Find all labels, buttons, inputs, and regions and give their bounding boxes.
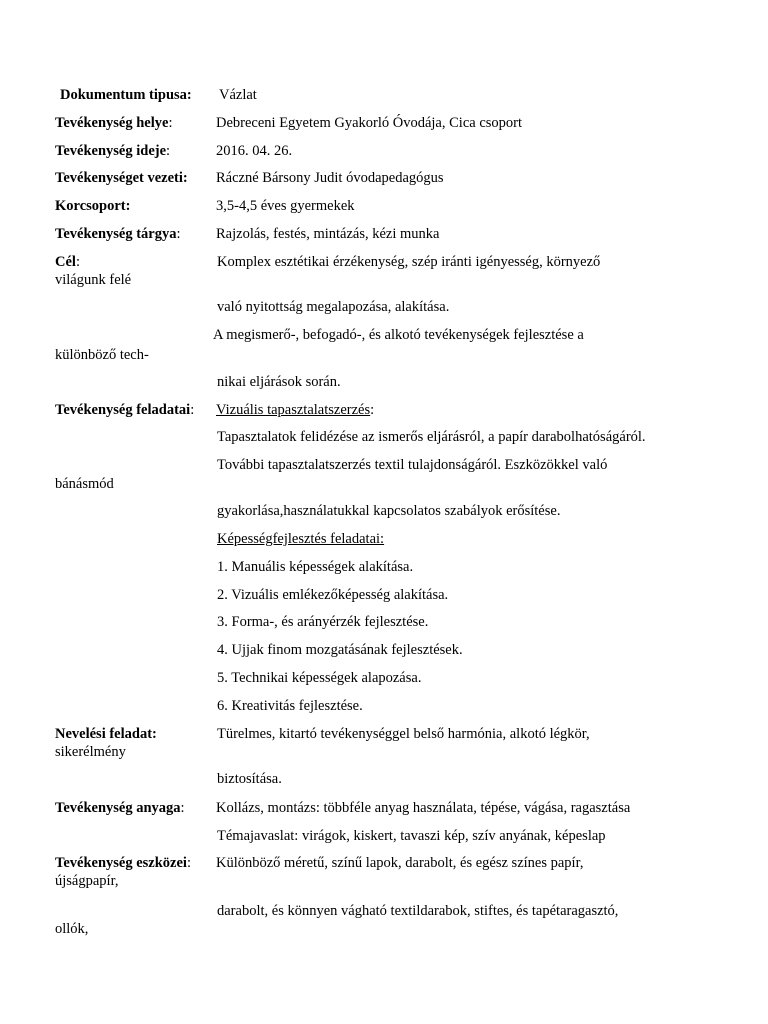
field-label-document-type: Dokumentum tipusa: — [60, 87, 192, 103]
text-line: További tapasztalatszerzés textil tulajdonságáról. Eszközökkel való — [217, 457, 608, 473]
field-label-activity-place — [55, 114, 172, 132]
section-heading-skill-development: Képességfejlesztés feladatai: — [217, 531, 385, 547]
label-text: Tevékenység tárgya — [55, 226, 177, 242]
text-line: Tapasztalatok felidézése az ismerős eljárásról, a papír darabolhatóságáról. — [217, 429, 646, 445]
list-item: 2. Vizuális emlékezőképesség alakítása. — [217, 587, 449, 603]
text-line: való nyitottság megalapozása, alakítása. — [217, 299, 450, 315]
label-text: Tevékenység feladatai — [55, 402, 191, 418]
field-label-age-group: Korcsoport: — [55, 198, 131, 214]
text-line: A megismerő-, befogadó-, és alkotó tevékenységek fejlesztése a — [213, 327, 584, 343]
text-line: világunk felé — [55, 272, 132, 288]
label-colon: : — [75, 254, 80, 270]
text-line: újságpapír, — [55, 873, 119, 889]
field-label-activity-tasks — [55, 401, 194, 419]
label-colon: : — [186, 855, 191, 871]
list-item: 1. Manuális képességek alakítása. — [217, 559, 414, 575]
field-value-activity-date: 2016. 04. 26. — [216, 143, 293, 159]
field-label-goal — [55, 253, 80, 271]
text-line: Témajavaslat: virágok, kiskert, tavaszi kép, szív anyának, képeslap — [217, 828, 606, 844]
field-value-activity-place: Debreceni Egyetem Gyakorló Óvodája, Cica csoport — [216, 115, 523, 131]
list-item: 5. Technikai képességek alapozása. — [217, 670, 422, 686]
field-value-activity-tools: Különböző méretű, színű lapok, darabolt, és egész színes papír, — [216, 855, 584, 871]
field-label-activity-date — [55, 142, 170, 160]
field-value-activity-leader: Ráczné Bársony Judit óvodapedagógus — [216, 170, 444, 186]
text-line: különböző tech- — [55, 347, 149, 363]
list-item: 3. Forma-, és arányérzék fejlesztése. — [217, 614, 429, 630]
field-label-educational-task: Nevelési feladat: — [55, 726, 157, 742]
label-text: Tevékenység eszközei — [55, 855, 187, 871]
text-line: biztosítása. — [217, 771, 282, 787]
text-line: darabolt, és könnyen vágható textildarabok, stiftes, és tapétaragasztó, — [217, 903, 619, 919]
field-label-activity-leader: Tevékenységet vezeti: — [55, 170, 188, 186]
text-line: gyakorlása,használatukkal kapcsolatos szabályok erősítése. — [217, 503, 561, 519]
label-text: Tevékenység helye — [55, 115, 169, 131]
field-value-activity-material: Kollázs, montázs: többféle anyag használata, tépése, vágása, ragasztása — [216, 800, 631, 816]
list-item: 6. Kreativitás fejlesztése. — [217, 698, 363, 714]
text-line: nikai eljárások során. — [217, 374, 341, 390]
label-text: Tevékenység anyaga — [55, 800, 181, 816]
label-colon: : — [168, 115, 173, 131]
label-colon: : — [190, 402, 195, 418]
field-value-document-type: Vázlat — [219, 87, 257, 103]
field-value-goal: Komplex esztétikai érzékenység, szép iránti igényesség, környező — [217, 254, 601, 270]
heading-colon: : — [370, 402, 375, 418]
field-value-educational-task: Türelmes, kitartó tevékenységgel belső harmónia, alkotó légkör, — [217, 726, 590, 742]
section-heading-visual-experience — [216, 401, 374, 419]
field-value-activity-subject: Rajzolás, festés, mintázás, kézi munka — [216, 226, 440, 242]
text-line: sikerélmény — [55, 744, 126, 760]
field-label-activity-material — [55, 799, 185, 817]
underlined-heading: Vizuális tapasztalatszerzés — [216, 402, 371, 418]
label-colon: : — [176, 226, 181, 242]
list-item: 4. Ujjak finom mozgatásának fejlesztések. — [217, 642, 463, 658]
label-text: Cél — [55, 254, 76, 270]
label-text: Tevékenység ideje — [55, 143, 167, 159]
label-colon: : — [180, 800, 185, 816]
text-line: bánásmód — [55, 476, 114, 492]
label-colon: : — [166, 143, 171, 159]
text-line: ollók, — [55, 921, 89, 937]
field-label-activity-tools — [55, 854, 191, 872]
field-value-age-group: 3,5-4,5 éves gyermekek — [216, 198, 355, 214]
field-label-activity-subject — [55, 225, 181, 243]
